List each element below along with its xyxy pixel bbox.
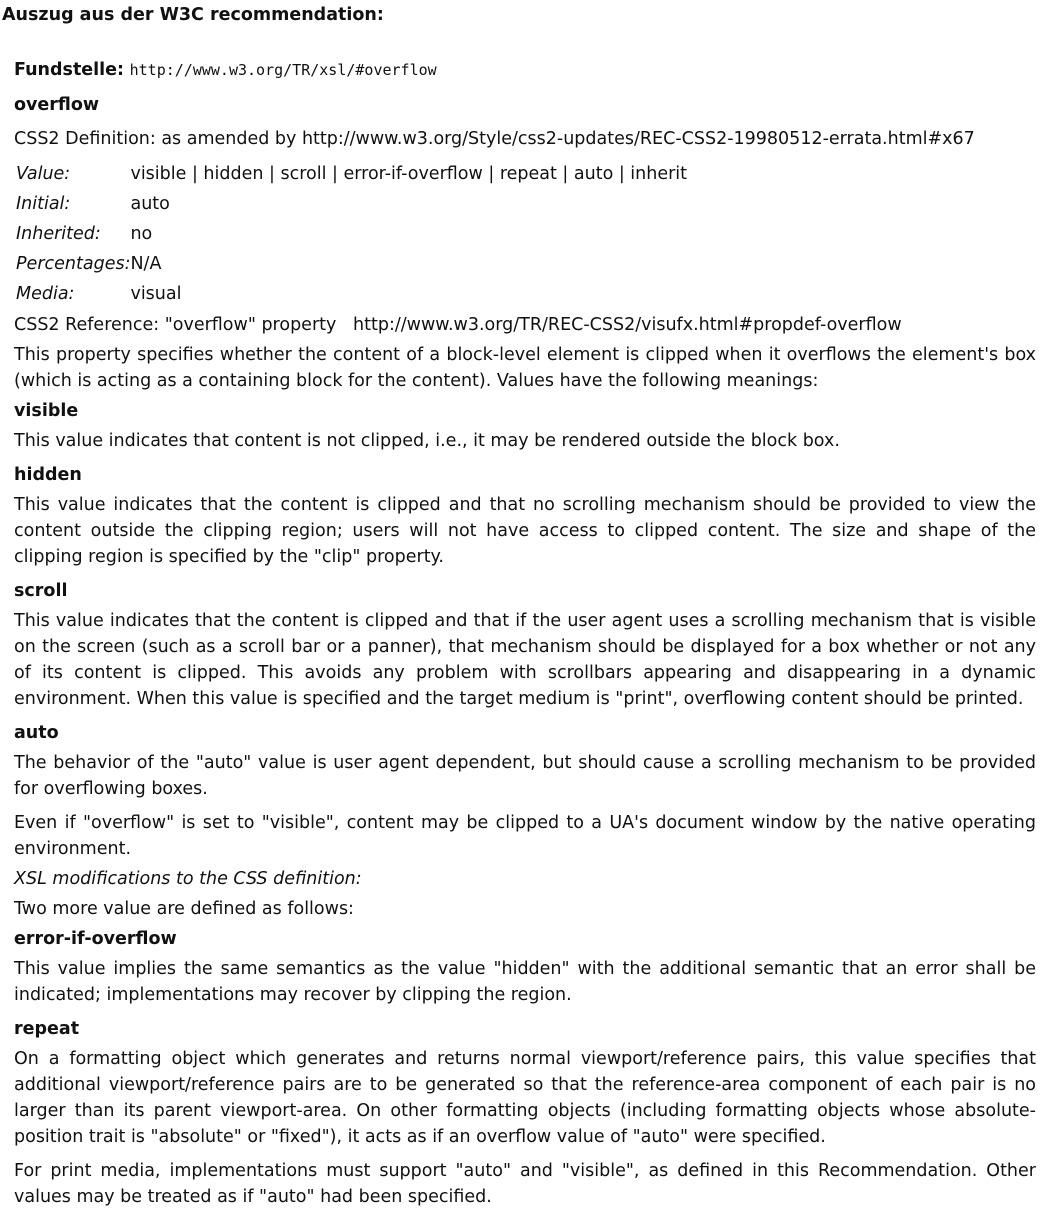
property-row-inherited <box>16 219 687 249</box>
value-definition-auto: The behavior of the "auto" value is user agent dependent, but should cause a scrolling mechanism to be provided for overflowing boxes. <box>14 753 1036 799</box>
css2-definition: CSS2 Definition: as amended by http://www.w3.org/Style/css2-updates/REC-CSS2-19980512-errata.html#x67 <box>14 129 975 149</box>
property-key: Media: <box>16 284 75 304</box>
property-row-initial <box>16 189 687 219</box>
document-body <box>14 56 1036 1210</box>
xsl-modifications-heading: XSL modifications to the CSS definition: <box>14 869 362 889</box>
property-value: no <box>130 224 153 244</box>
source-label: Fundstelle: <box>14 60 125 80</box>
intro-paragraph: This property specifies whether the content of a block-level element is clipped when it overflows the element's box (which is acting as a containing block for the content). Values have the following meanings: <box>14 345 1036 391</box>
value-definition-error-if-overflow: This value implies the same semantics as the value "hidden" with the additional semantic that an error shall be indicated; implementations may recover by clipping the region. <box>14 959 1036 1005</box>
property-value: visual <box>130 284 182 304</box>
property-value: visible | hidden | scroll | error-if-overflow | repeat | auto | inherit <box>130 164 688 184</box>
value-term-scroll: scroll <box>14 581 68 601</box>
property-value: N/A <box>130 254 162 274</box>
value-term-hidden: hidden <box>14 465 82 485</box>
value-term-auto: auto <box>14 723 59 743</box>
value-definition-hidden: This value indicates that the content is clipped and that no scrolling mechanism should be provided to view the content outside the clipping region; users will not have access to clipped content. The size and shape of the clipping region is specified by the "clip" property. <box>14 495 1036 567</box>
print-note: For print media, implementations must support "auto" and "visible", as defined in this Recommendation. Other values may be treated as if "auto" had been specified. <box>14 1161 1036 1207</box>
property-key: Inherited: <box>16 224 101 244</box>
value-definition-visible: This value indicates that content is not clipped, i.e., it may be rendered outside the block box. <box>14 431 840 451</box>
css2-reference: CSS2 Reference: "overflow" property http://www.w3.org/TR/REC-CSS2/visufx.html#propdef-overflow <box>14 315 902 335</box>
value-definition-repeat: On a formatting object which generates and returns normal viewport/reference pairs, this value specifies that additional viewport/reference pairs are to be generated so that the reference-area component of each pair is no larger than its parent viewport-area. On other formatting objects (including formatting objects whose absolute-position trait is "absolute" or "fixed"), it acts as if an overflow value of "auto" were specified. <box>14 1049 1036 1147</box>
page-title: Auszug aus der W3C recommendation: <box>2 5 384 25</box>
property-key: Percentages: <box>16 254 131 274</box>
property-value: auto <box>130 194 170 214</box>
source-url: http://www.w3.org/TR/xsl/#overflow <box>129 61 437 79</box>
value-definition-scroll: This value indicates that the content is clipped and that if the user agent uses a scrolling mechanism that is visible on the screen (such as a scroll bar or a panner), that mechanism should be displayed for a box whether or not any of its content is clipped. This avoids any problem with scrollbars appearing and disappearing in a dynamic environment. When this value is specified and the target medium is "print", overflowing content should be printed. <box>14 611 1036 709</box>
property-name: overflow <box>14 95 100 115</box>
value-term-repeat: repeat <box>14 1019 80 1039</box>
value-term-visible: visible <box>14 401 79 421</box>
source-line <box>14 56 1036 84</box>
property-key: Value: <box>16 164 71 184</box>
property-row-media <box>16 279 687 309</box>
property-row-percentages <box>16 249 687 279</box>
value-term-error-if-overflow: error-if-overflow <box>14 929 177 949</box>
property-key: Initial: <box>16 194 71 214</box>
property-table <box>16 159 687 309</box>
even-if-note: Even if "overflow" is set to "visible", content may be clipped to a UA's document window by the native operating environment. <box>14 813 1036 859</box>
two-more-values: Two more value are defined as follows: <box>14 899 354 919</box>
property-row-value <box>16 159 687 189</box>
